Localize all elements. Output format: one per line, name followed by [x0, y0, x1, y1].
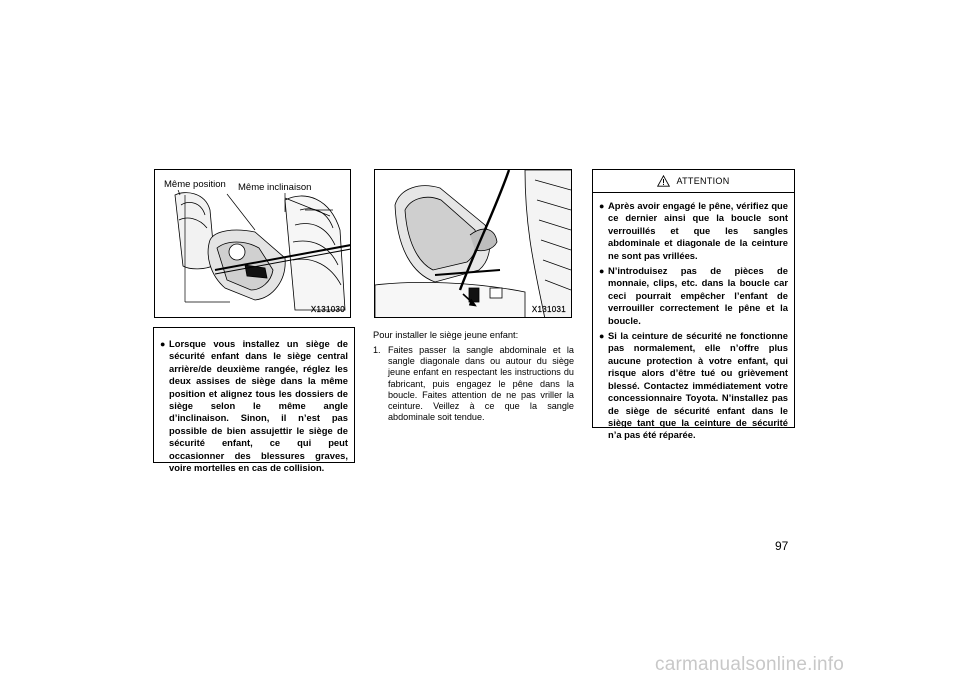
warning-item — [160, 338, 348, 474]
label-same-position: Même position — [164, 179, 226, 190]
child-seat-illustration-2 — [375, 170, 572, 318]
figure-belt-routing — [374, 169, 572, 318]
bullet-icon: ● — [599, 201, 605, 211]
figure-code: X131031 — [531, 305, 566, 314]
attention-item-text: Après avoir engagé le pêne, vérifiez que ce dernier ainsi que la boucle sont verrouillés et que les sangles abdominale et diagonale de la ceinture ne sont pas vrillées. — [608, 200, 788, 261]
attention-item-text: Si la ceinture de sécurité ne fonctionne pas normalement, elle n’offre plus aucune protection à votre enfant, qui risque alors d’être tué ou grièvement blessé. Contactez immédiatement votre concessionnaire Toyota. N’installez pas de siège de sécurité enfant dans le siège tant que la ceinture de sécurité n’a pas été réparée. — [608, 330, 788, 441]
attention-item — [599, 200, 788, 262]
step-number: 1. — [373, 345, 381, 355]
attention-title: ATTENTION — [676, 175, 730, 186]
label-same-inclination: Même inclinaison — [238, 182, 312, 193]
bullet-icon: ● — [599, 331, 605, 342]
watermark: carmanualsonline.info — [655, 654, 845, 675]
instruction-step-1 — [373, 345, 574, 423]
figure-code: X131030 — [310, 305, 345, 314]
attention-header — [593, 170, 794, 193]
attention-item — [599, 330, 788, 442]
attention-box — [592, 169, 795, 441]
child-seat-warning-box — [153, 327, 355, 474]
page-number: 97 — [775, 539, 789, 553]
warning-text: Lorsque vous installez un siège de sécurité enfant dans le siège central arrière/de deuxième rangée, réglez les deux assises de siège dans la même position et alignez tous les dossiers de siège selon le même angle d’inclinaison. Sinon, il n’est pas possible de bien assujettir le siège de sécurité enfant, ce qui peut occasionner des blessures graves, voire mortelles en cas de collision. — [169, 338, 348, 474]
bullet-icon: ● — [599, 266, 605, 277]
instructions-intro: Pour installer le siège jeune enfant: — [373, 330, 519, 340]
attention-item-text: N’introduisez pas de pièces de monnaie, clips, etc. dans la boucle car ceci pourrait empêcher l’enfant de verrouiller correctement le pêne et la boucle. — [608, 265, 788, 326]
attention-item — [599, 265, 788, 327]
warning-triangle-icon — [657, 175, 670, 187]
step-text: Faites passer la sangle abdominale et la sangle diagonale dans ou autour du siège jeune enfant en respectant les instructions du fabricant, puis engagez le pêne dans la boucle. Faites attention de ne pas vriller la ceinture. Veillez à ce que la sangle abdominale soit tendue. — [388, 345, 574, 423]
figure-child-seat-center — [154, 169, 351, 318]
bullet-icon: ● — [160, 339, 166, 349]
attention-body — [593, 193, 794, 442]
